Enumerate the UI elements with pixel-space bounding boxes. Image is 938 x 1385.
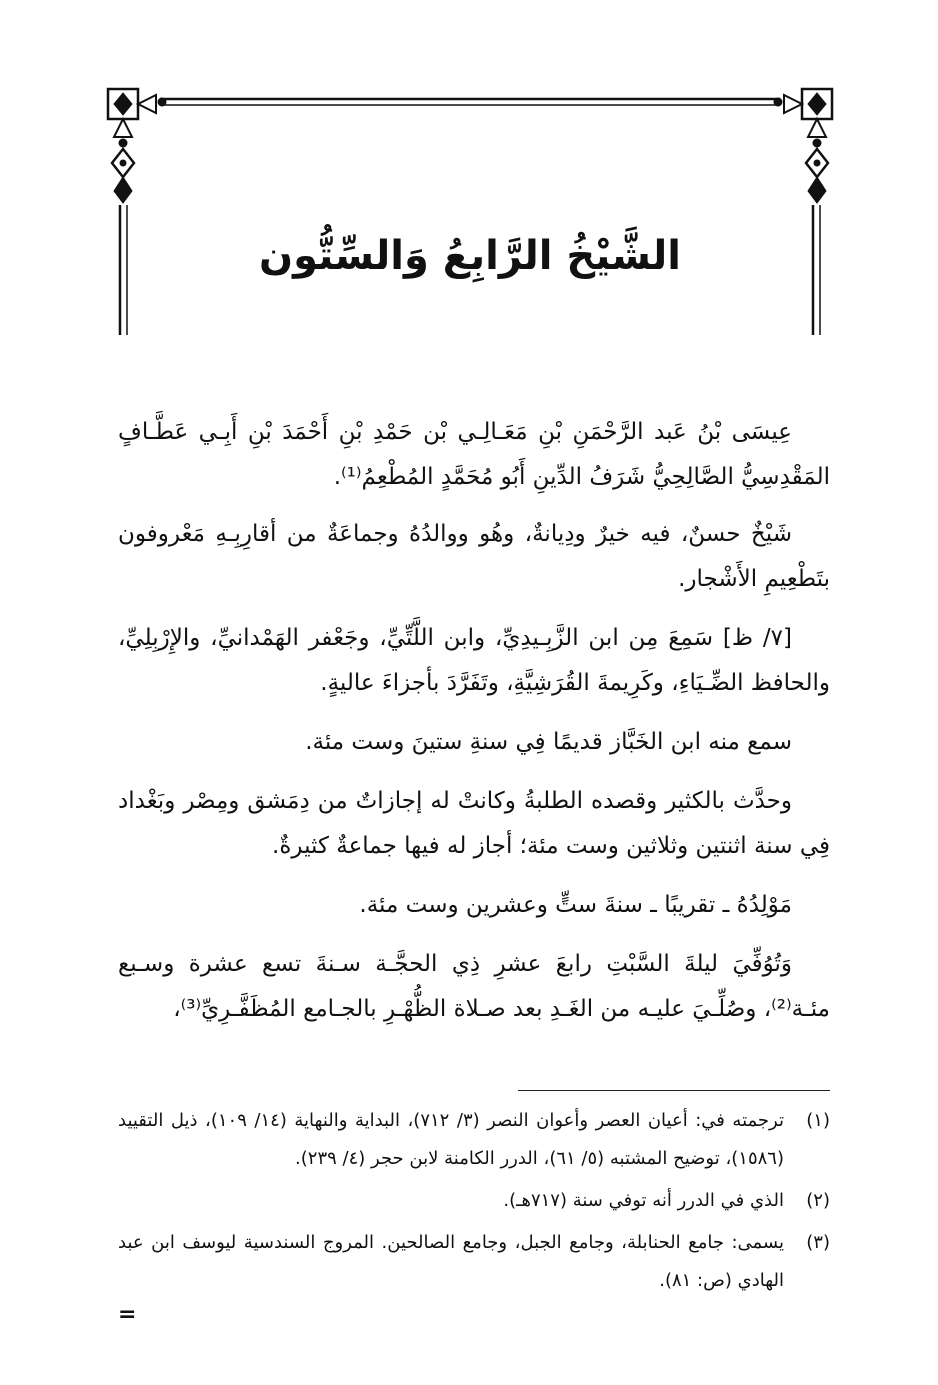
continuation-mark: = <box>118 1302 137 1327</box>
footnote-1 <box>118 1102 830 1178</box>
footnote-separator <box>518 1090 830 1091</box>
footnotes <box>118 1102 830 1304</box>
chapter-title: الشَّيْخُ الرَّابِعُ وَالسِّتُّون <box>259 233 681 279</box>
paragraph-7: وَتُوُفِّيَ ليلةَ السَّبْتِ رابعَ عشرِ ذِي الحجَّـة سـنةَ تسع عشرة وسـبع مئـة⁽²⁾، وصُلِّـيَ عليـه من الغَـدِ بعد صـلاة الظُّهْـرِ بالجـامع المُظَفَّـرِيِّ⁽³⁾، <box>118 951 830 1022</box>
paragraph-2: شَيْخٌ حسنٌ، فيه خيرٌ ودِيانةٌ، وهُو ووالدُهُ وجماعَةٌ من أقارِبِـهِ مَعْروفون بتَطْعِيمِ الأَشْجار. <box>118 521 830 592</box>
main-text <box>118 410 830 1046</box>
ornamental-border <box>100 85 840 337</box>
corner-ornament-left <box>108 89 166 203</box>
paragraph-5: وحدَّث بالكثير وقصده الطلبةُ وكانتْ له إجازاتٌ من دِمَشق ومِصْر وبَغْداد فِي سنة اثنتين وثلاثين وست مئة؛ أجاز له فيها جماعةٌ كثيرةٌ. <box>118 788 830 859</box>
ornamental-title-frame <box>100 85 840 337</box>
paragraph-1: عِيسَى بْنُ عَبد الرَّحْمَنِ بْنِ مَعَـالِـي بْن حَمْدِ بْنِ أَحْمَدَ بْنِ أَبِـي عَطَّـافٍ المَقْدِسِيُّ الصَّالِحِيُّ شَرَفُ الدِّينِ أَبُو مُحَمَّدٍ المُطْعِمُ⁽¹⁾. <box>118 419 830 490</box>
footnote-text: الذي في الدرر أنه توفي سنة (٧١٧هـ). <box>503 1190 784 1211</box>
footnote-number: (١) <box>806 1110 830 1131</box>
paragraph-4: سمع منه ابن الخَبَّاز قديمًا فِي سنةِ ستينَ وست مئة. <box>305 729 792 755</box>
footnote-text: ترجمته في: أعيان العصر وأعوان النصر (٣/ ٧١٢)، البداية والنهاية (١٤/ ١٠٩)، ذيل التقييد (١٥٨٦)، توضيح المشتبه (٥/ ٦١)، الدرر الكامنة لابن حجر (٤/ ٢٣٩). <box>118 1110 784 1169</box>
footnote-text: يسمى: جامع الحنابلة، وجامع الجبل، وجامع الصالحين. المروج السندسية ليوسف ابن عبد الهادي (ص: ٨١). <box>118 1232 784 1291</box>
footnote-number: (٣) <box>806 1232 830 1253</box>
footnote-3 <box>118 1224 830 1300</box>
paragraph-3: [٧/ ظ] سَمِعَ مِن ابن الزَّبِـيدِيِّ، وابن اللَّتِّيِّ، وجَعْفر الهَمْدانيِّ، والإِرْبِلِيِّ، والحافظ الضِّـيَاءِ، وكَرِيمةَ القُرَشِيَّةِ، وتَفَرَّدَ بأجزاءَ عاليةٍ. <box>118 625 830 696</box>
paragraph-6: مَوْلِدُهُ ـ تقريبًا ـ سنةَ ستٍّ وعشرين وست مئة. <box>359 892 792 918</box>
corner-ornament-right <box>774 89 832 203</box>
footnote-2 <box>118 1182 830 1220</box>
footnote-number: (٢) <box>806 1190 830 1211</box>
